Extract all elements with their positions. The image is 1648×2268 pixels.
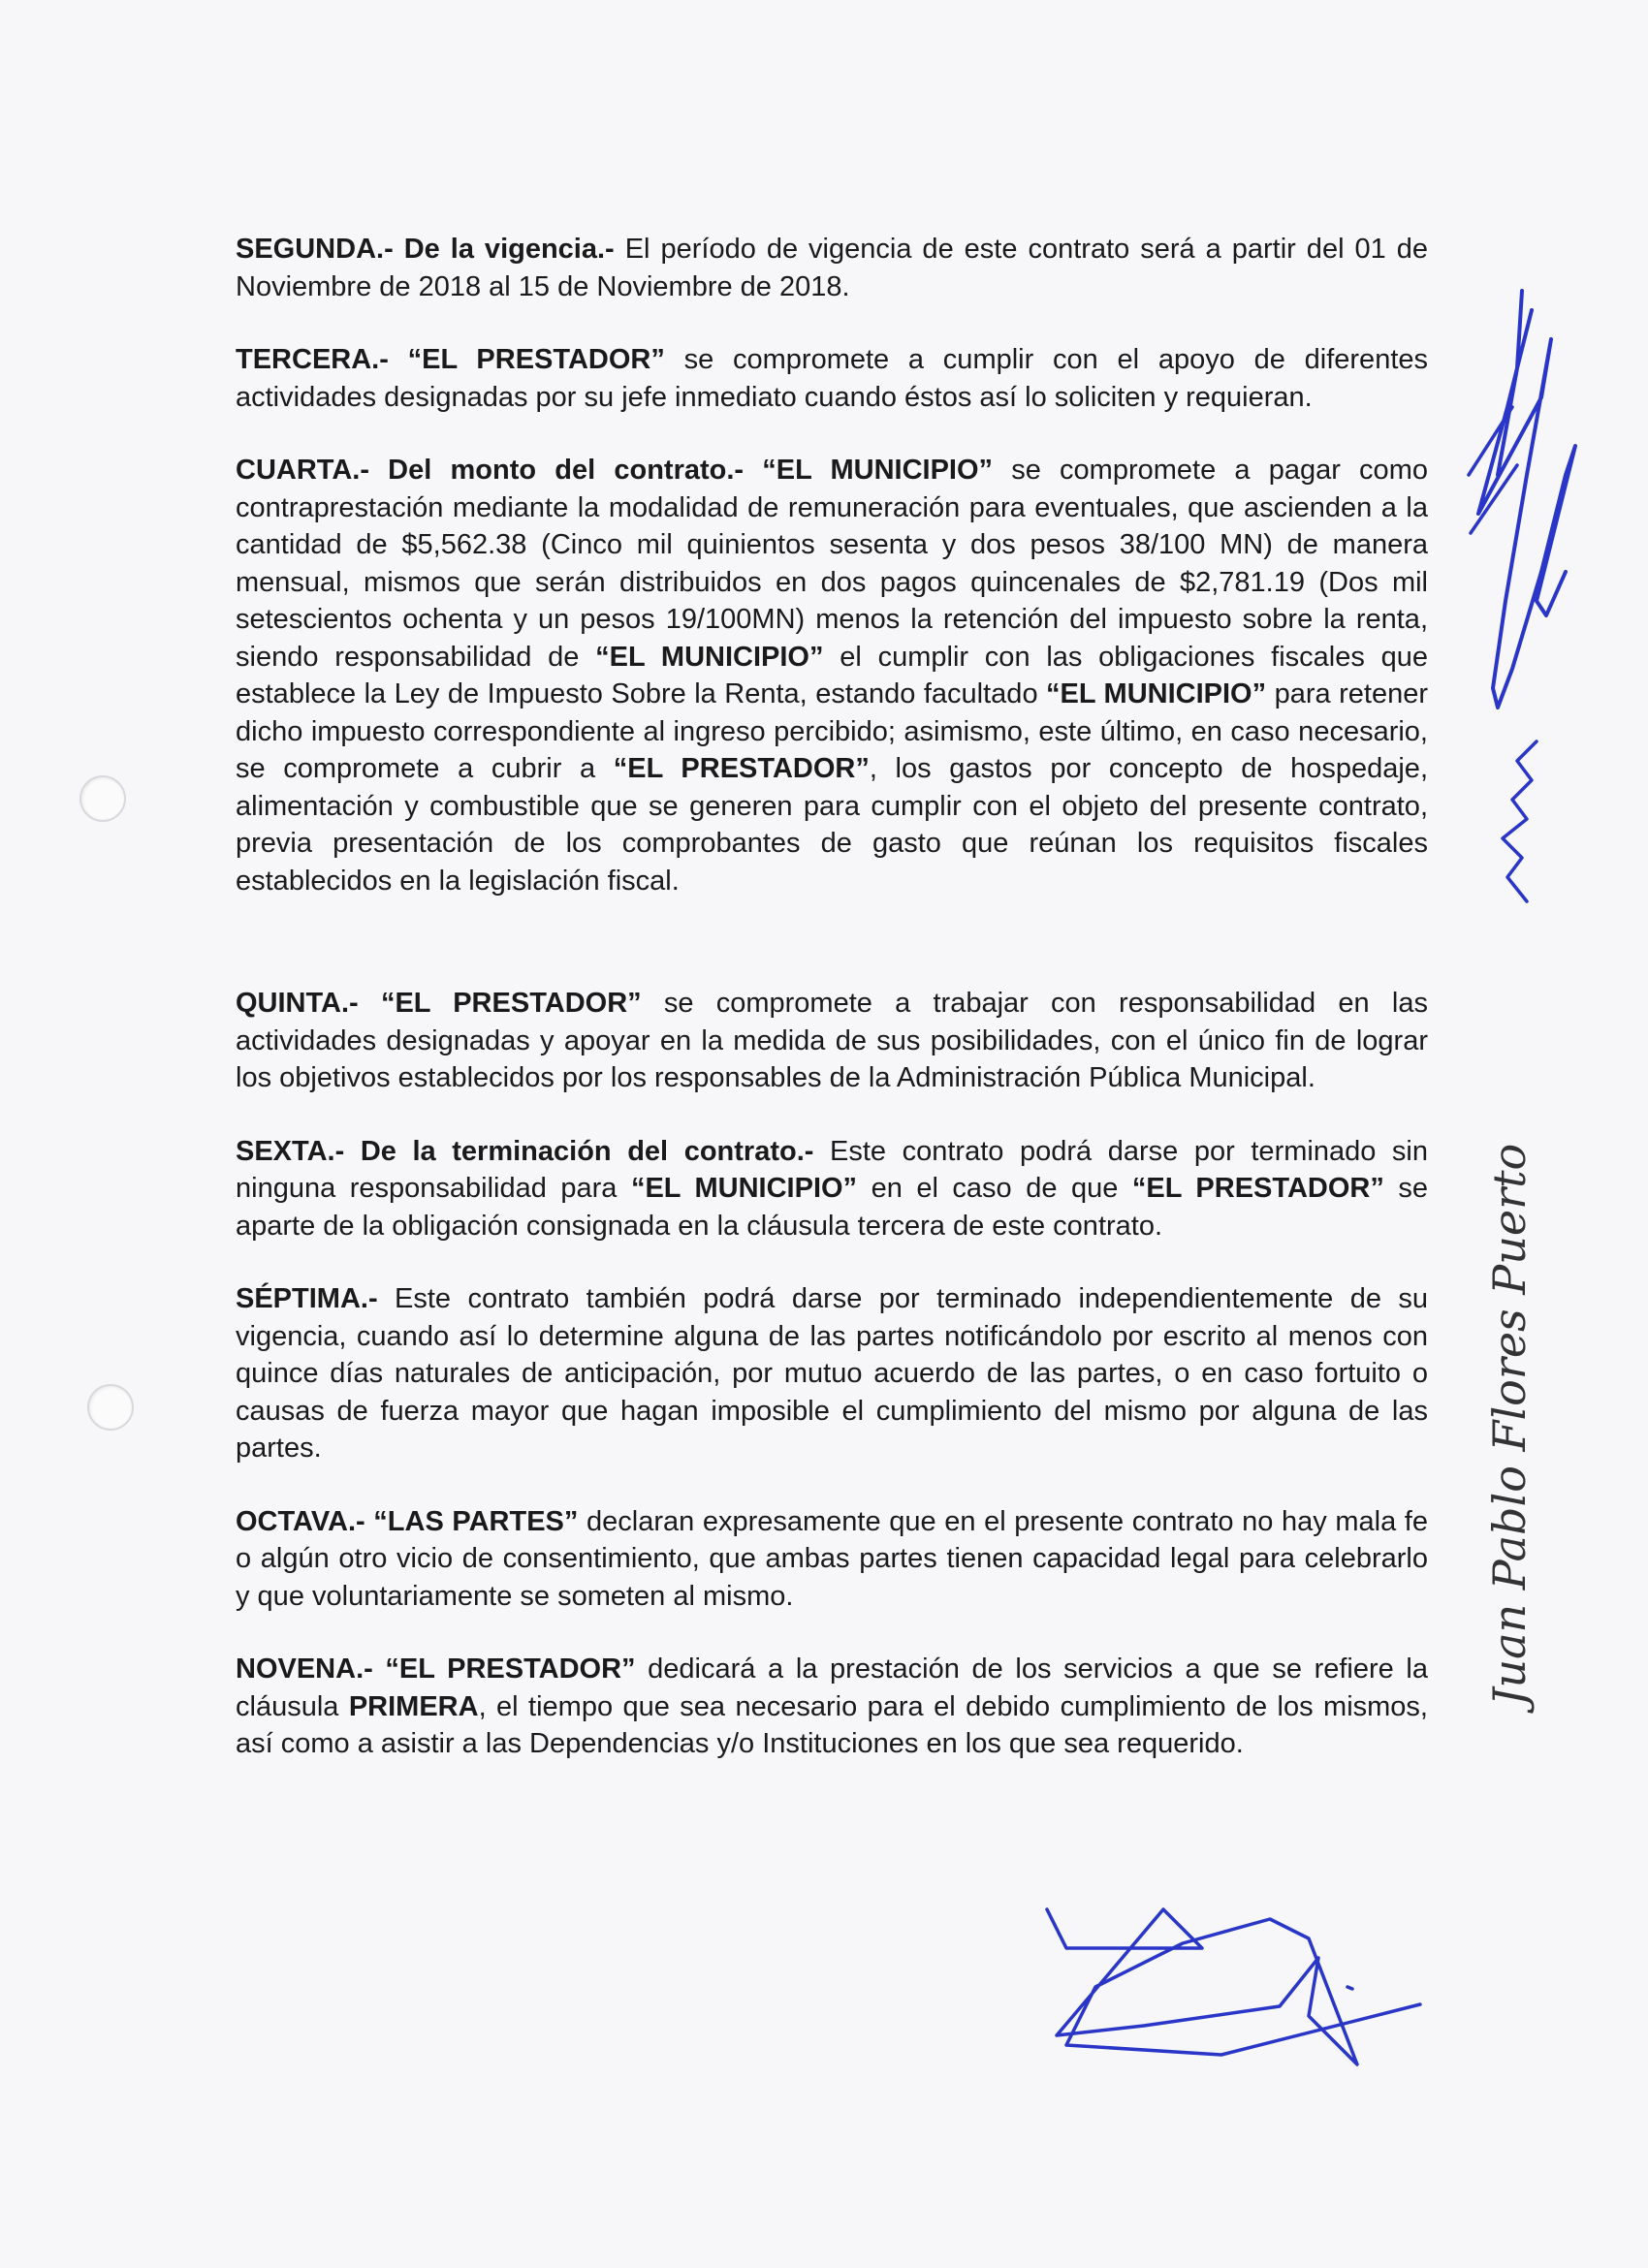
clause-segunda xyxy=(236,231,1428,305)
clause-heading: TERCERA.- “EL PRESTADOR” xyxy=(236,344,665,375)
party-prestador: “EL PRESTADOR” xyxy=(613,753,870,784)
margin-signature-scribble xyxy=(1459,281,1595,737)
party-municipio: “EL MUNICIPIO” xyxy=(1046,678,1267,709)
party-municipio: “EL MUNICIPIO” xyxy=(595,641,824,673)
clause-text: Este contrato podrá darse por terminado sin ninguna responsabilidad para xyxy=(236,1135,1428,1204)
clause-heading: SÉPTIMA.- xyxy=(236,1283,378,1314)
clause-heading: OCTAVA.- “LAS PARTES” xyxy=(236,1505,579,1537)
clause-text: Este contrato también podrá darse por terminado independientemente de su vigencia, cuando así lo determine alguna de las partes notificándolo por escrito al menos con quince días naturales de anticipación, por mutuo acuerdo de las partes, o en caso fortuito o causas de fuerza mayor que hagan imposible el cumplimiento del mismo por alguna de las partes. xyxy=(236,1283,1428,1464)
clause-text: , el tiempo que sea necesario para el debido cumplimiento de los mismos, así como a asistir a las Dependencias y/o Instituciones en los que sea requerido. xyxy=(236,1690,1428,1759)
clause-heading: CUARTA.- Del monto del contrato.- “EL MUNICIPIO” xyxy=(236,455,994,486)
clause-text: El período de vigencia de este contrato será a partir del 01 de Noviembre de 2018 al 15 de Noviembre de 2018. xyxy=(236,234,1428,302)
punch-hole-top xyxy=(79,775,126,822)
clause-text: , los gastos por concepto de hospedaje, alimentación y combustible que se generen para cumplir con el objeto del presente contrato, previa presentación de los comprobantes de gasto que reúnan los requisitos fiscales establecidos en la legislación fiscal. xyxy=(236,753,1428,897)
clause-text: se compromete a cumplir con el apoyo de diferentes actividades designadas por su jefe inmediato cuando éstos así lo soliciten y requieran. xyxy=(236,344,1429,413)
clause-text: se aparte de la obligación consignada en la cláusula tercera de este contrato. xyxy=(236,1173,1428,1242)
clause-novena xyxy=(236,1651,1428,1763)
clause-heading: QUINTA.- “EL PRESTADOR” xyxy=(236,988,642,1019)
contract-clauses xyxy=(236,231,1428,1763)
clause-heading: NOVENA.- “EL PRESTADOR” xyxy=(236,1654,636,1685)
clause-text: el cumplir con las obligaciones fiscales que establece la Ley de Impuesto Sobre la Renta, estando facultado xyxy=(236,641,1428,709)
clause-quinta xyxy=(236,985,1428,1097)
clause-heading: SEGUNDA.- De la vigencia.- xyxy=(236,234,615,265)
clause-septima xyxy=(236,1280,1428,1467)
clause-heading: SEXTA.- De la terminación del contrato.- xyxy=(236,1135,814,1167)
clause-text: en el caso de que xyxy=(857,1173,1132,1204)
clause-text: se compromete a trabajar con responsabilidad en las actividades designadas y apoyar en la medida de sus posibilidades, con el único fin de lograr los objetivos establecidos por los responsables de la Administración Pública Municipal. xyxy=(236,988,1428,1093)
party-municipio: “EL MUNICIPIO” xyxy=(630,1173,858,1204)
clause-reference: PRIMERA xyxy=(348,1690,479,1722)
clause-tercera xyxy=(236,341,1428,416)
clause-text: dedicará a la prestación de los servicios a que se refiere la cláusula xyxy=(236,1654,1429,1722)
margin-signature-name: Juan Pablo Flores Puerto xyxy=(1483,1143,1536,1706)
clause-text: para retener dicho impuesto correspondiente al ingreso percibido; asimismo, este último, en caso necesario, se compromete a cubrir a xyxy=(236,678,1428,784)
clause-octava xyxy=(236,1503,1428,1616)
clause-cuarta xyxy=(236,452,1428,899)
party-prestador: “EL PRESTADOR” xyxy=(1131,1173,1384,1204)
clause-text: se compromete a pagar como contraprestación mediante la modalidad de remuneración para eventuales, que ascienden a la cantidad de $5,562.38 (Cinco mil quinientos sesenta y dos pesos 38/100 MN) de manera mensual, mismos que serán distribuidos en dos pagos quincenales de $2,781.19 (Dos mil setescientos ochenta y un pesos 19/100MN) menos la retención del impuesto sobre la renta, siendo responsabilidad de xyxy=(236,455,1428,673)
bottom-signature-scribble xyxy=(1028,1890,1435,2074)
clause-text: declaran expresamente que en el presente contrato no hay mala fe o algún otro vicio de consentimiento, que ambas partes tienen capacidad legal para celebrarlo y que voluntariamente se someten al mismo. xyxy=(236,1505,1428,1612)
clause-sexta xyxy=(236,1133,1428,1245)
punch-hole-bottom xyxy=(87,1384,134,1431)
